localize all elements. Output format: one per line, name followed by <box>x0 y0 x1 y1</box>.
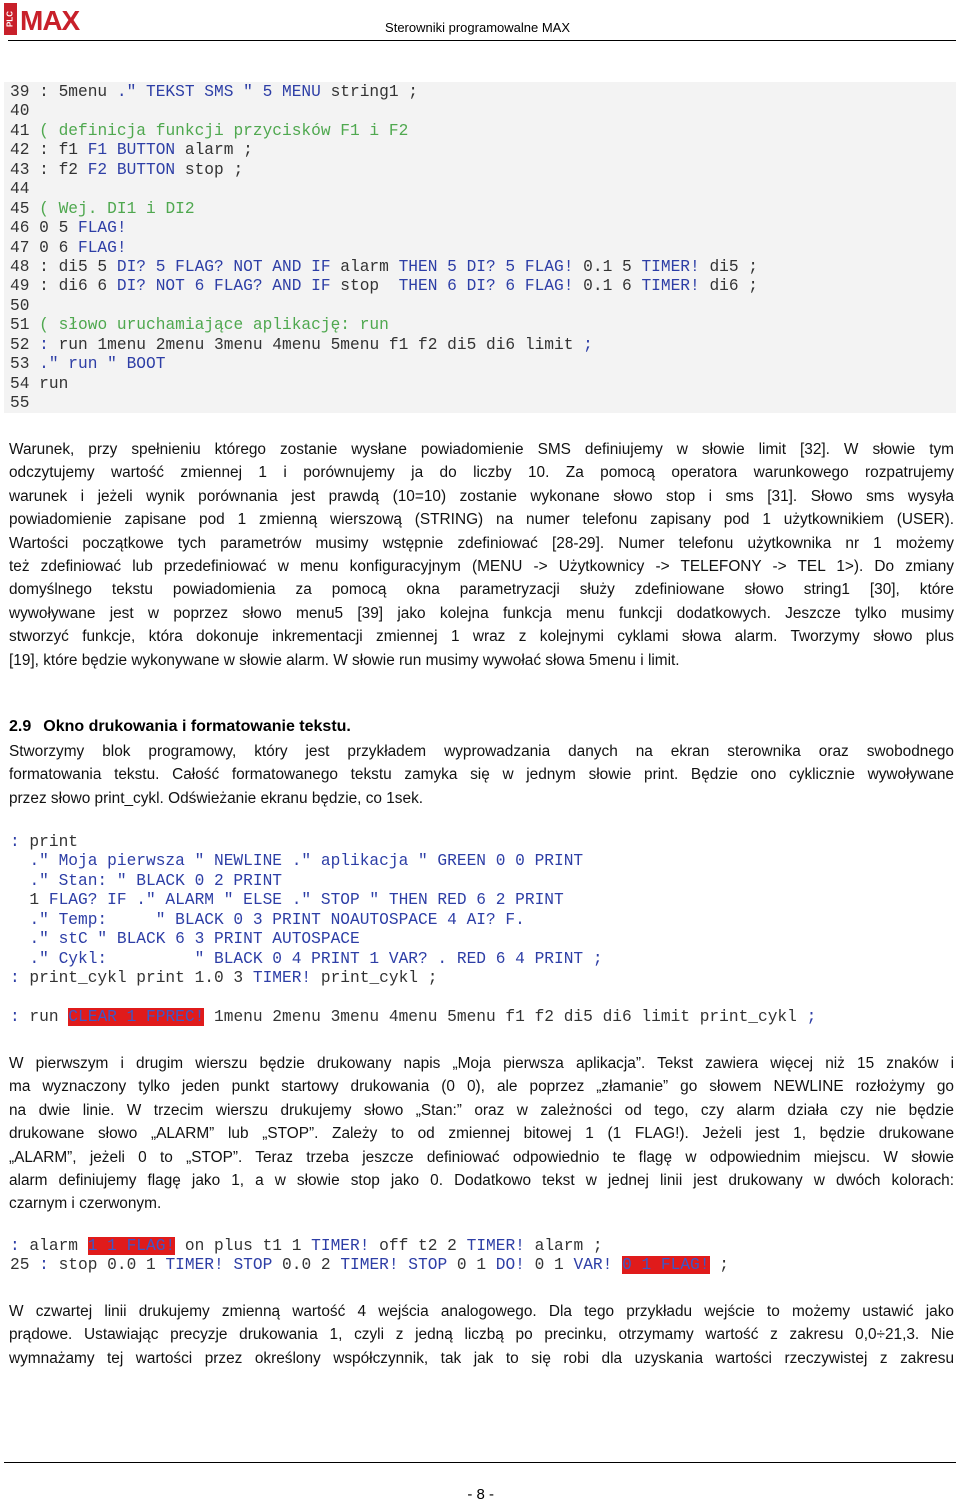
code-token: ." Temp: " BLACK 0 3 PRINT NOAUTOSPACE 4 AI? F. <box>29 910 525 929</box>
text-line: „ALARM”, jeżeli 0 to „STOP”. Teraz trzeba jeszcze definiować odpowiednio te flagę w odpowiednim miejscu. W słowie <box>9 1148 954 1166</box>
code-token: run 1menu 2menu 3menu 4menu 5menu f1 f2 di5 di6 limit <box>48 335 584 354</box>
section-title: Okno drukowania i formatowanie tekstu. <box>43 718 351 735</box>
code-listing-sms <box>4 82 956 413</box>
code-line <box>4 316 956 335</box>
code-listing-print <box>4 833 956 1027</box>
code-token <box>10 852 29 870</box>
code-token: : <box>39 1256 49 1275</box>
code-token: ( definicja funkcji przycisków F1 i F2 <box>39 121 409 140</box>
text-line: W pierwszym i drugim wierszu będzie drukowany napis „Moja pierwsza aplikacja”. Tekst zawiera więcej niż 15 znaków i <box>9 1055 954 1072</box>
code-token: di6 ; <box>699 277 759 296</box>
code-line <box>4 336 956 355</box>
code-token <box>10 950 29 968</box>
code-token: F1 BUTTON <box>87 141 176 160</box>
code-token: TIMER! STOP <box>340 1256 448 1275</box>
code-token: 42 : f1 <box>10 141 88 160</box>
text-line: Warunek, przy spełnieniu którego zostanie wysłane powiadomienie SMS definiujemy w słowie limit [32]. W słowie tym <box>9 441 954 458</box>
code-token: THEN 5 DI? 5 FLAG! <box>398 257 574 276</box>
text-line: domyślnego tekstu powiadomienia za pomocą okna parametryzacji służy zdefiniowane słowo string1 [30], które <box>9 581 954 599</box>
code-line <box>4 180 956 199</box>
footer-divider <box>4 1462 956 1463</box>
code-token: 1menu 2menu 3menu 4menu 5menu f1 f2 di5 di6 limit print_cykl <box>204 1007 807 1026</box>
code-token: ; <box>709 1256 729 1275</box>
text-line: wymnażamy tej wartości przez określony współczynnik, tak jak to się robi dla uzyskania wartości rzeczywistej z zakresu <box>9 1349 954 1367</box>
header-divider <box>8 40 956 41</box>
code-token: ." Stan: " BLACK 0 2 PRINT <box>29 871 283 890</box>
code-token <box>10 911 29 929</box>
text-line: [19], które będzie wykonywane w słowie alarm. W słowie run musimy wywołać słowa 5menu i limit. <box>9 651 680 669</box>
code-line <box>4 1256 956 1275</box>
code-token: 52 <box>10 335 40 354</box>
code-token: stop 0.0 1 <box>48 1256 166 1275</box>
code-line <box>4 239 956 258</box>
code-token: FLAG? IF ." ALARM " ELSE ." STOP " THEN RED 6 2 PRINT <box>48 891 564 910</box>
code-token: : <box>10 1237 20 1255</box>
highlighted-code-token: CLEAR 1 FPREC! <box>68 1007 205 1026</box>
code-token: 41 <box>10 121 40 140</box>
code-token: 55 <box>10 394 30 412</box>
code-token: ." stC " BLACK 6 3 PRINT AUTOSPACE <box>29 930 360 949</box>
code-token: DI? NOT 6 FLAG? AND IF <box>116 277 331 296</box>
code-token: alarm ; <box>524 1237 603 1255</box>
code-token: stop ; <box>175 160 244 179</box>
code-line <box>4 355 956 374</box>
code-token: alarm <box>19 1237 88 1255</box>
code-token: on plus t1 1 <box>175 1237 312 1255</box>
code-token: 46 0 5 <box>10 219 78 238</box>
paragraph-limit-condition <box>9 438 954 672</box>
code-listing-alarm <box>4 1237 956 1276</box>
code-token <box>612 1256 622 1274</box>
text-line: Wartości początkowe tych parametrów musimy wstępnie zdefiniować [28-29]. Numer telefonu użytkownika nr 1 możemy <box>9 534 954 552</box>
document-title: Sterowniki programowalne MAX <box>385 20 570 35</box>
code-token: ." TEKST SMS " 5 <box>116 83 282 101</box>
text-line: alarm definiujemy flagę jako 1, a w słowie stop jako 0. Dodatkowo tekst w jednej linii jest drukowany w dwóch kolorach: <box>9 1172 954 1190</box>
code-token: TIMER! <box>641 277 700 296</box>
code-token: F2 BUTTON <box>87 160 176 179</box>
text-line: W czwartej linii drukujemy zmienną wartość 4 wejścia analogowego. Dla tego przykładu wejście to możemy ustawić jako <box>9 1303 954 1320</box>
code-token: alarm ; <box>175 141 253 160</box>
code-line <box>4 1237 956 1256</box>
code-line <box>4 852 956 871</box>
highlighted-code-token: 1 1 FLAG! <box>87 1237 176 1255</box>
code-token: run <box>19 1007 69 1026</box>
code-line <box>4 930 956 949</box>
code-line <box>4 1008 956 1027</box>
section-heading <box>9 718 351 736</box>
code-token: ; <box>806 1007 817 1026</box>
code-token: ( Wej. DI1 i DI2 <box>39 199 195 218</box>
code-line <box>4 891 956 910</box>
text-line: Stworzymy blok programowy, który jest przykładem wyprowadzania danych na ekran sterownika oraz swobodnego <box>9 743 954 760</box>
code-token: TIMER! <box>641 257 700 276</box>
text-line: też zdefiniować lub przedefiniować w menu konfiguracyjnym (MENU -> Użytkownicy -> TELEFONY -> TEL 1>). Do zmiany <box>9 558 954 576</box>
code-token: 49 : di6 6 <box>10 277 117 296</box>
code-line <box>4 277 956 296</box>
code-token: : <box>10 833 20 851</box>
code-token: DI? 5 FLAG? NOT AND IF <box>116 257 331 276</box>
code-token: TIMER! STOP <box>165 1256 273 1275</box>
code-token: 0 1 <box>447 1256 496 1275</box>
code-token: ." Cykl: " BLACK 0 4 PRINT 1 VAR? . RED 6 4 PRINT ; <box>29 949 603 968</box>
code-token: ." Moja pierwsza " NEWLINE ." aplikacja " GREEN 0 0 PRINT <box>29 852 584 871</box>
code-token <box>10 872 29 890</box>
code-token: 39 : 5menu <box>10 83 117 101</box>
code-line <box>4 102 956 121</box>
code-line <box>4 200 956 219</box>
code-token: print_cykl ; <box>311 969 438 988</box>
code-token: string1 ; <box>320 83 419 101</box>
text-line: na dwie linie. W trzecim wierszu drukujemy słowo „Stan:” oraz w zależności od tego, czy alarm działa czy nie będzie <box>9 1101 954 1119</box>
paragraph-print-intro <box>9 740 954 810</box>
text-line: czarnym i czerwonym. <box>9 1195 162 1213</box>
code-token: 0.0 2 <box>272 1256 341 1275</box>
code-token: 51 <box>10 316 40 335</box>
code-token: ." run " BOOT <box>39 355 166 374</box>
code-token: 53 <box>10 355 40 374</box>
code-token: : <box>39 335 49 354</box>
code-line <box>4 833 956 852</box>
code-token: VAR! <box>573 1256 613 1275</box>
code-token: print <box>19 833 79 851</box>
code-line <box>4 969 956 988</box>
code-token: TIMER! <box>466 1237 525 1255</box>
code-token: FLAG! <box>78 219 127 238</box>
code-line <box>4 141 956 160</box>
text-line: stworzyć funkcje, która dokonuje inkrementacji zmiennej 1 wraz z kolejnymi cyklami słowa alarm. Tworzymy słowo plus <box>9 628 954 646</box>
code-token: 45 <box>10 199 40 218</box>
code-token: TIMER! <box>311 1237 370 1255</box>
code-line <box>4 161 956 180</box>
code-token: 50 <box>10 296 30 315</box>
text-line: powiadomienie zapisane pod 1 zmienną wierszową (STRING) na numer telefonu zapisany pod 1 użytkownikiem (USER). <box>9 511 954 529</box>
text-line: formatowania tekstu. Całość formatowanego tekstu zamyka się w jednym słowie print. Będzie ono cyklicznie wywoływane <box>9 766 954 784</box>
code-token: 54 run <box>10 374 69 393</box>
text-line: ma wyznaczony tylko jeden punkt startowy drukowania (0 0), ale poprzez „złamanie” go słowem NEWLINE rozłożymy go <box>9 1078 954 1096</box>
page-number: - 8 - <box>467 1486 494 1503</box>
code-line <box>4 219 956 238</box>
svg-text:PLC: PLC <box>5 11 15 27</box>
code-token: : <box>10 969 20 988</box>
paragraph-print-explanation <box>9 1052 954 1216</box>
code-token: 1 <box>10 891 49 910</box>
code-line <box>4 122 956 141</box>
code-token: FLAG! <box>78 238 127 257</box>
code-token: ( słowo uruchamiające aplikację: run <box>39 316 389 335</box>
code-token: di5 ; <box>699 257 759 276</box>
code-token: 0.1 5 <box>573 257 642 276</box>
code-token: 43 : f2 <box>10 160 88 179</box>
text-line: warunek i jeżeli wynik porównania jest prawdą (10=10) zostanie wykonane słowo stop i sms [31]. Słowo sms wysyła <box>9 487 954 505</box>
code-line <box>4 989 956 1008</box>
paragraph-analog-input <box>9 1300 954 1370</box>
code-token: 0.1 6 <box>573 277 642 296</box>
logo-graphic <box>4 3 96 35</box>
code-token: 48 : di5 5 <box>10 257 117 276</box>
section-number: 2.9 <box>9 718 32 735</box>
code-line <box>4 394 956 413</box>
plc-max-logo <box>4 3 96 35</box>
code-token: ; <box>583 335 593 354</box>
code-token: MENU <box>282 83 321 101</box>
highlighted-code-token: 0 1 FLAG! <box>622 1256 710 1275</box>
text-line: przez słowo print_cykl. Odświeżanie ekranu będzie, co 1sek. <box>9 789 424 807</box>
code-token: THEN 6 DI? 6 FLAG! <box>398 277 574 296</box>
code-token: 40 <box>10 102 30 121</box>
code-line <box>4 375 956 394</box>
code-token: 25 <box>10 1256 40 1275</box>
code-token: : <box>10 1007 20 1026</box>
page-header <box>0 0 960 40</box>
code-token <box>10 930 29 948</box>
code-token: stop <box>330 277 399 296</box>
code-line <box>4 258 956 277</box>
code-token: 44 <box>10 180 30 199</box>
code-token: 0 1 <box>524 1256 574 1275</box>
code-line <box>4 83 956 102</box>
code-line <box>4 297 956 316</box>
code-token: alarm <box>330 257 399 276</box>
code-line <box>4 872 956 891</box>
text-line: wywoływane jest w poprzez słowo menu5 [39] jako kolejna funkcja menu funkcji dodatkowych. Jeszcze tylko musimy <box>9 604 954 622</box>
code-line <box>4 950 956 969</box>
code-token: DO! <box>495 1256 525 1275</box>
code-line <box>4 911 956 930</box>
text-line: drukowane słowo „ALARM” lub „STOP”. Zależy to od zmiennej bitowej 1 (1 FLAG!). Jeżeli jest 1, będzie drukowane <box>9 1125 954 1143</box>
code-token: off t2 2 <box>369 1237 467 1255</box>
text-line: prądowe. Ustawiając precyzje drukowania 1, czyli z jedną liczbą po precinku, otrzymamy wartość z zakresu 0,0÷21,3. Nie <box>9 1326 954 1344</box>
svg-text:MAX: MAX <box>20 5 80 35</box>
text-line: odczytujemy wartość zmiennej 1 i porównujemy ja do liczby 10. Za pomocą operatora warunkowego rozpatrujemy <box>9 464 954 482</box>
code-token: TIMER! <box>252 969 312 988</box>
code-token: print_cykl print 1.0 3 <box>19 969 253 988</box>
code-token: 47 0 6 <box>10 238 78 257</box>
